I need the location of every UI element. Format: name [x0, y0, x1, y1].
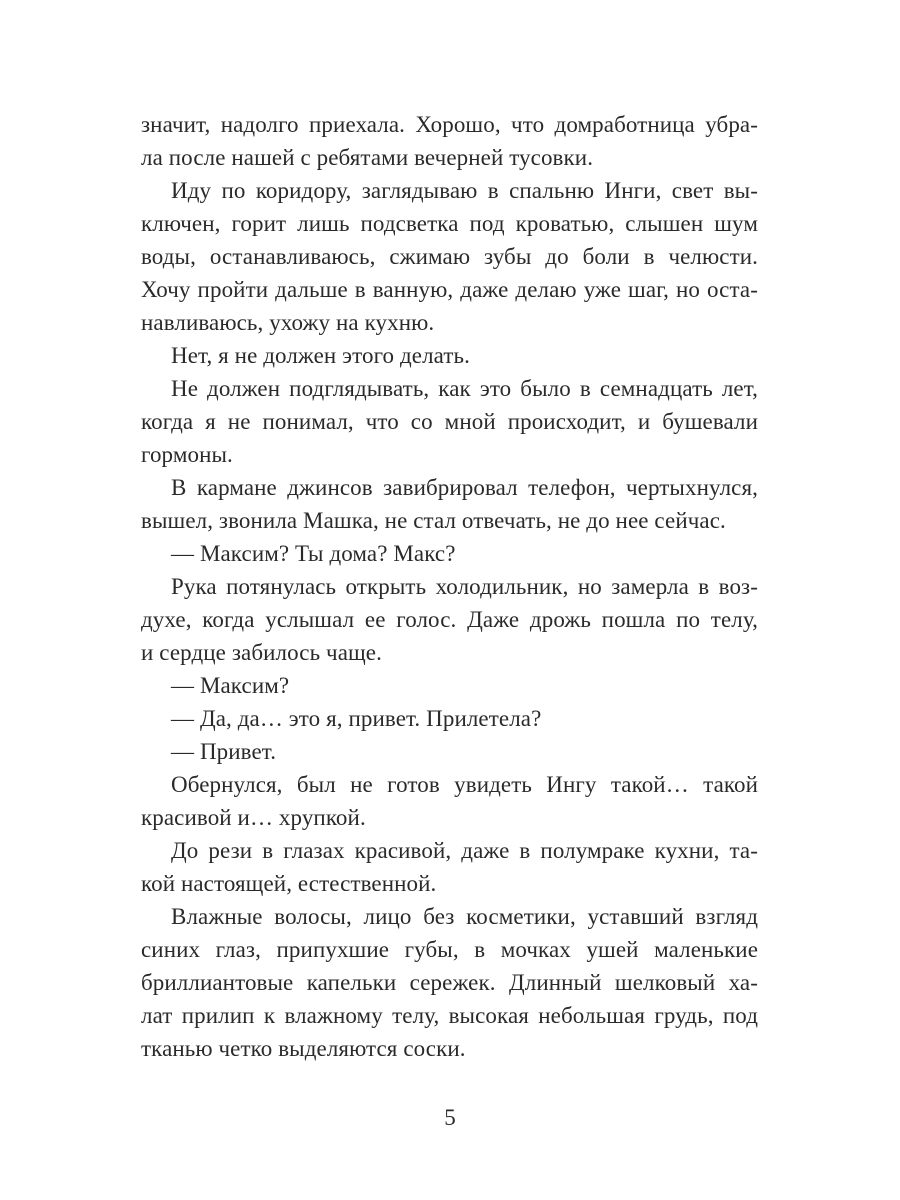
paragraph	[141, 669, 758, 702]
paragraph	[141, 900, 758, 1065]
text-line: вышел, звонила Машка, не стал отвечать, не до нее сейчас.	[141, 508, 726, 533]
paragraph	[141, 372, 758, 471]
text-line: кой настоящей, естественной.	[141, 871, 437, 896]
paragraph	[141, 735, 758, 768]
paragraph	[141, 174, 758, 339]
text-line: Обернулся, был не готов увидеть Ингу такой… такой	[171, 772, 758, 797]
text-line: Рука потянулась открыть холодильник, но замерла в воз-	[171, 574, 758, 599]
paragraph	[141, 834, 758, 900]
text-line: Не должен подглядывать, как это было в семнадцать лет,	[171, 376, 758, 401]
paragraph	[141, 570, 758, 669]
text-line: духе, когда услышал ее голос. Даже дрожь пошла по телу,	[141, 607, 758, 632]
text-line: воды, останавливаюсь, сжимаю зубы до боли в челюсти.	[141, 244, 758, 269]
page-number: 5	[444, 1105, 456, 1130]
text-line: ла после нашей с ребятами вечерней тусовки.	[141, 145, 594, 170]
text-line: когда я не понимал, что со мной происходит, и бушевали	[141, 409, 758, 434]
text-line: До рези в глазах красивой, даже в полумраке кухни, та-	[171, 838, 758, 863]
text-line: Иду по коридору, заглядываю в спальню Инги, свет вы-	[171, 178, 758, 203]
text-line: ключен, горит лишь подсветка под кроватью, слышен шум	[141, 211, 758, 236]
paragraph	[141, 339, 758, 372]
paragraph	[141, 108, 758, 174]
text-line: бриллиантовые капельки сережек. Длинный шелковый ха-	[141, 970, 758, 995]
paragraph	[141, 471, 758, 537]
paragraph	[141, 768, 758, 834]
text-line: — Максим? Ты дома? Макс?	[171, 541, 456, 566]
text-line: В кармане джинсов завибрировал телефон, чертыхнулся,	[171, 475, 758, 500]
text-line: — Максим?	[171, 673, 290, 698]
text-line: навливаюсь, ухожу на кухню.	[141, 310, 435, 335]
text-line: — Привет.	[171, 739, 277, 764]
text-line: красивой и… хрупкой.	[141, 805, 366, 830]
text-line: тканью четко выделяются соски.	[141, 1036, 466, 1061]
paragraph	[141, 537, 758, 570]
paragraph	[141, 702, 758, 735]
text-line: гормоны.	[141, 442, 233, 467]
text-line: лат прилип к влажному телу, высокая небольшая грудь, под	[141, 1003, 758, 1028]
text-line: и сердце забилось чаще.	[141, 640, 382, 665]
text-line: значит, надолго приехала. Хорошо, что домработница убра-	[141, 112, 758, 137]
text-line: Влажные волосы, лицо без косметики, уставший взгляд	[171, 904, 758, 929]
text-line: Нет, я не должен этого делать.	[171, 343, 470, 368]
text-line: Хочу пройти дальше в ванную, даже делаю уже шаг, но оста-	[141, 277, 758, 302]
text-line: — Да, да… это я, привет. Прилетела?	[171, 706, 542, 731]
page-body-text	[141, 108, 758, 1065]
text-line: синих глаз, припухшие губы, в мочках ушей маленькие	[141, 937, 758, 962]
